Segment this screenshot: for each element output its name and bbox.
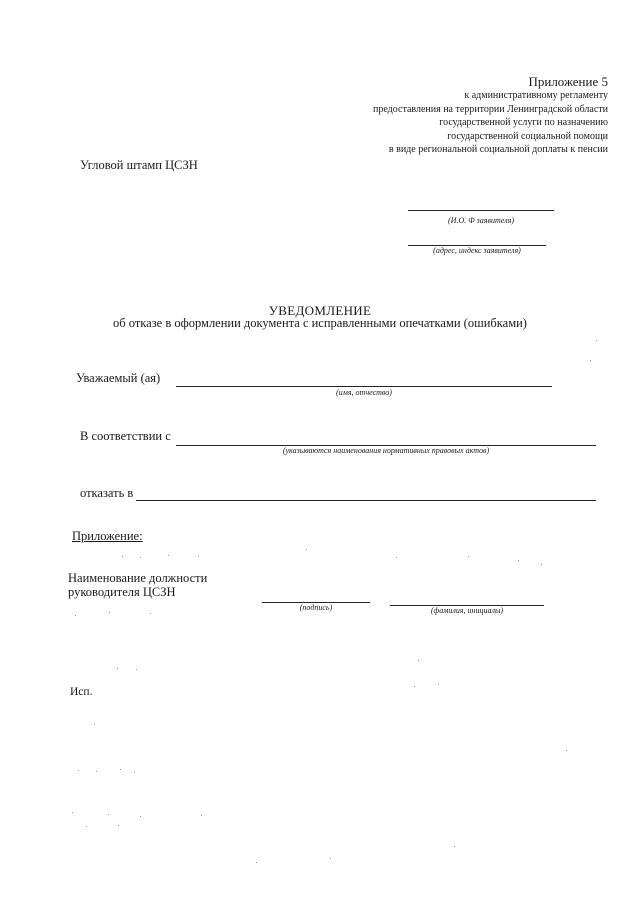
appendix-line-3: государственной услуги по назначению	[439, 117, 608, 128]
accordance-caption: (указываются наименования нормативных правовых актов)	[282, 446, 490, 455]
corner-stamp-label: Угловой штамп ЦСЗН	[80, 158, 198, 172]
position-title-line-2: руководителя ЦСЗН	[68, 585, 176, 599]
appendix-line-2: предоставления на территории Ленинградской области	[373, 103, 608, 115]
appendix-title: Приложение 5	[528, 74, 608, 89]
refuse-line	[136, 500, 596, 501]
appendix-line-1: к административному регламенту	[464, 90, 608, 101]
greeting-caption: (имя, отчество)	[336, 388, 392, 397]
applicant-address-caption: (адрес, индекс заявителя)	[433, 246, 521, 255]
attachment-label: Приложение:	[72, 529, 143, 543]
refuse-label: отказать в	[80, 486, 134, 500]
signature-caption: (подпись)	[299, 603, 333, 612]
applicant-name-caption: (И.О. Ф заявителя)	[448, 216, 514, 225]
greeting-line	[176, 386, 552, 387]
appendix-line-5: в виде региональной социальной доплаты к пенсии	[388, 144, 608, 155]
applicant-name-line	[408, 210, 554, 211]
executor-label: Исп.	[70, 686, 93, 698]
position-title-line-1: Наименование должности	[68, 571, 208, 585]
greeting-label: Уважаемый (ая)	[76, 371, 161, 385]
appendix-line-4: государственной социальной помощи	[447, 130, 608, 142]
accordance-label: В соответствии с	[80, 429, 171, 443]
notice-subtitle: об отказе в оформлении документа с исправленными опечатками (ошибками)	[113, 316, 527, 330]
appendix-header	[308, 74, 608, 157]
name-initials-caption: (фамилия, инициалы)	[430, 606, 504, 615]
notice-title: УВЕДОМЛЕНИЕ	[268, 303, 372, 318]
